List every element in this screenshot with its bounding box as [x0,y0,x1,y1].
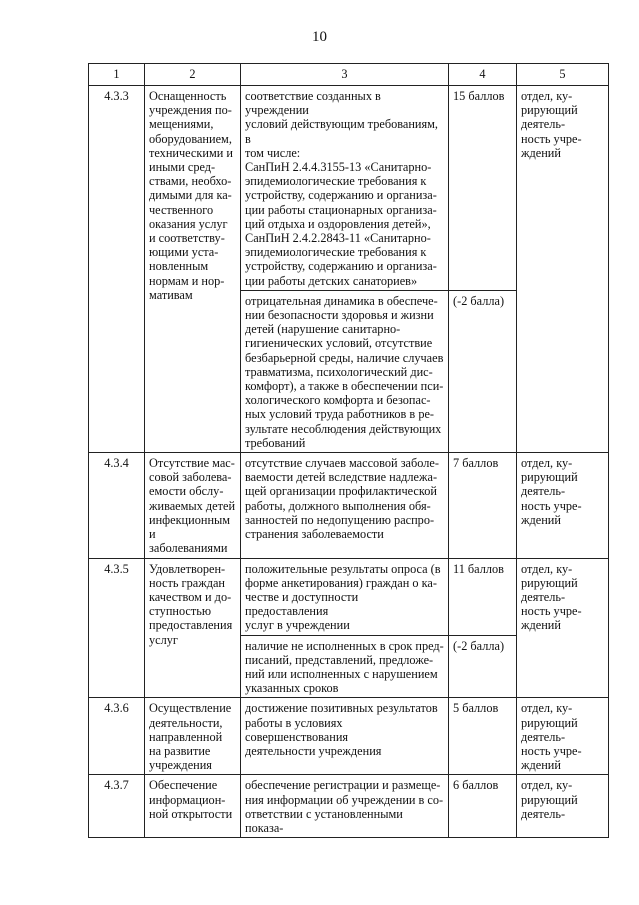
criterion-cell [145,698,241,775]
indicator-cell [241,290,449,452]
responsible-text: отдел, ку- рирующий деятель- ность учре- ждений [521,561,582,633]
table-row [89,453,609,558]
row-number: 4.3.3 [89,86,145,453]
criterion-text: Удовлетворен- ность граждан качеством и до- ступностью предоставления услуг [149,561,233,647]
responsible-text: отдел, ку- рирующий деятель- ность учре- ждений [521,89,582,160]
responsible-cell [517,698,609,775]
table-row [89,86,609,291]
indicator-cell [241,558,449,635]
table-row [89,558,609,635]
header-cell: 3 [241,64,449,86]
row-number: 4.3.4 [89,453,145,558]
score-cell: (-2 балла) [449,290,517,452]
score-cell: 15 баллов [449,86,517,291]
header-row [89,64,609,86]
criterion-cell [145,453,241,558]
indicator-cell [241,775,449,838]
row-number: 4.3.7 [89,775,145,838]
criterion-text: Оснащенность учреждения по- мещениями, оборудованием, техническими и иными сред- ствами, необхо- димыми для ка- чественного оказания услуг и соответству- ющими уста- новленным нормам и нор- мативам [149,89,233,302]
row-number: 4.3.5 [89,558,145,698]
score-cell: 6 баллов [449,775,517,838]
table-row [89,698,609,775]
criterion-text: Отсутствие мас- совой заболева- емости обслу- живаемых детей инфекционными заболеваниями [149,456,236,556]
page-number: 10 [312,29,327,45]
score-cell: 11 баллов [449,558,517,635]
responsible-text: отдел, ку- рирующий деятель- ность учре- ждений [521,456,582,527]
responsible-cell [517,775,609,838]
score-cell: 7 баллов [449,453,517,558]
indicator-cell [241,86,449,291]
indicator-cell [241,635,449,698]
responsible-text: отдел, ку- рирующий деятель- ность учре- ждений [521,701,582,773]
row-number: 4.3.6 [89,698,145,775]
header-cell: 2 [145,64,241,86]
criterion-text: Осуществление деятельности, направленной на развитие учреждения [149,701,232,773]
criterion-cell [145,558,241,698]
criterion-cell [145,775,241,838]
indicator-text: соответствие созданных в учреждении условий действующим требованиям, в том числе: СанПиН 2.4.4.3155-13 «Санитарно- эпидемиологические требования к устройству, содержанию и организа- ции работы стационарных организа- ций отдыха и оздоровления детей», СанПиН 2.4.2.2843-11 «Санитарно- эпидемиологические требования к устройству, содержанию и организа- ции работы детских санаториев» [245,89,438,288]
indicator-cell [241,698,449,775]
header-cell: 5 [517,64,609,86]
indicator-text: положительные результаты опроса (в форме анкетирования) граждан о ка- честве и доступности предоставления услуг в учреждении [245,561,441,633]
responsible-cell [517,558,609,698]
indicator-text: достижение позитивных результатов работы в условиях совершенствования деятельности учреждения [245,701,438,758]
header-cell: 4 [449,64,517,86]
indicator-cell [241,453,449,558]
indicator-text: отрицательная динамика в обеспече- нии безопасности здоровья и жизни детей (нарушение санитарно- гигиенических условий, отсутствие безбарьерной среды, наличие случаев травматизма, психологический дис- комфорт), а также в обеспечении пси- хологического комфорта и безопас- ных условий труда работников в ре- зультате несоблюдения действующих требований [245,293,444,450]
criterion-cell [145,86,241,453]
responsible-cell [517,453,609,558]
score-cell: (-2 балла) [449,635,517,698]
header-cell: 1 [89,64,145,86]
responsible-cell [517,86,609,453]
indicator-text: наличие не исполненных в срок пред- писаний, представлений, предложе- ний или исполненных с нарушением указанных сроков [245,638,444,696]
score-cell: 5 баллов [449,698,517,775]
indicator-text: обеспечение регистрации и размеще- ния информации об учреждении в со- ответствии с установленными показа- [245,778,444,835]
table-row [89,775,609,838]
criteria-table [88,63,609,838]
responsible-text: отдел, ку- рирующий деятель- [521,778,578,821]
indicator-text: отсутствие случаев массовой заболе- ваемости детей вследствие надлежа- щей организации профилактической работы, должного выполнения обя- занностей по недопущению распро- странения заболеваемости [245,456,439,542]
criterion-text: Обеспечение информацион- ной открытости [149,778,233,821]
